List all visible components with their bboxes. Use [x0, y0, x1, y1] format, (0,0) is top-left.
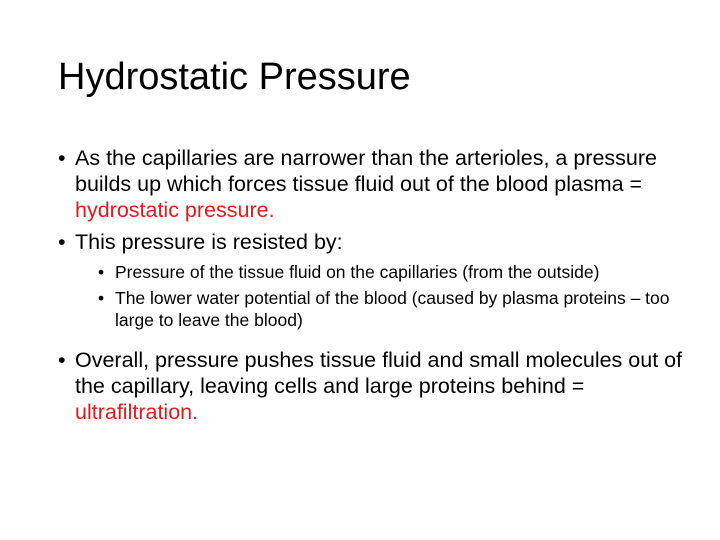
bullet-dot-icon: •	[98, 288, 105, 308]
bullet-text: As the capillaries are narrower than the arterioles, a pressure builds up which forces tissue fluid out of the blood plasma =	[75, 146, 657, 196]
bullet-dot-icon: •	[58, 348, 66, 372]
slide-body	[58, 145, 698, 425]
subbullet-tissue-fluid-pressure	[58, 261, 698, 283]
bullet-text: The lower water potential of the blood (caused by plasma proteins – too large to leave the blood)	[115, 288, 670, 330]
term-ultrafiltration: ultrafiltration.	[75, 400, 199, 424]
bullet-capillaries	[58, 145, 698, 223]
bullet-resisted-by	[58, 229, 698, 255]
term-hydrostatic-pressure: hydrostatic pressure.	[75, 198, 275, 222]
bullet-dot-icon: •	[98, 262, 105, 282]
subbullet-water-potential	[58, 287, 698, 331]
slide-title: Hydrostatic Pressure	[58, 56, 411, 98]
bullet-overall	[58, 347, 698, 425]
bullet-dot-icon: •	[58, 146, 66, 170]
bullet-text: Pressure of the tissue fluid on the capillaries (from the outside)	[115, 262, 600, 282]
bullet-dot-icon: •	[58, 230, 66, 254]
bullet-text: Overall, pressure pushes tissue fluid and small molecules out of the capillary, leaving cells and large proteins behind =	[75, 348, 683, 398]
bullet-text: This pressure is resisted by:	[75, 230, 343, 254]
